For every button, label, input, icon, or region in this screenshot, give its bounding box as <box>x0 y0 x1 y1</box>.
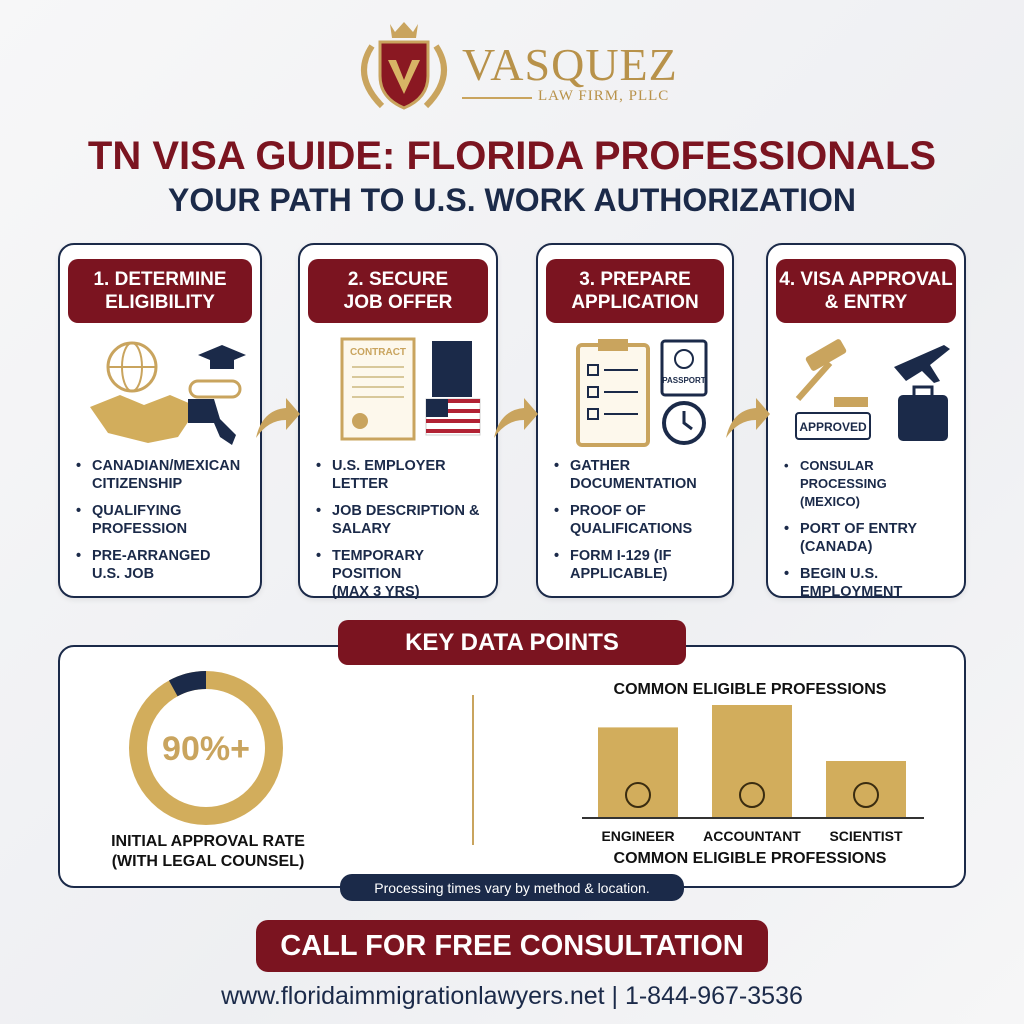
passport-label: PASSPORT <box>662 376 706 385</box>
arrow-right-icon <box>722 392 772 442</box>
approved-stamp-text: APPROVED <box>799 420 867 434</box>
chart-title: COMMON ELIGIBLE PROFESSIONS <box>613 681 887 698</box>
bullet-item: • JOB DESCRIPTION & SALARY <box>316 502 490 538</box>
bullet-item: • FORM I-129 (IF APPLICABLE) <box>554 547 726 583</box>
bullet-item: • QUALIFYING PROFESSION <box>76 502 254 538</box>
bullet-item: • U.S. EMPLOYER LETTER <box>316 457 490 493</box>
arrow-right-icon <box>490 392 540 442</box>
bullet-item: • PORT OF ENTRY (CANADA) <box>784 520 958 556</box>
page-title: TN VISA GUIDE: FLORIDA PROFESSIONALS <box>87 134 937 178</box>
brand-subtitle: LAW FIRM, PLLC <box>538 88 670 104</box>
tick-label: SCIENTIST <box>829 828 903 844</box>
checklist-passport-clock-icon <box>548 337 726 449</box>
contract-label: CONTRACT <box>349 347 407 358</box>
bullet-item: • PRE-ARRANGED U.S. JOB <box>76 547 254 583</box>
step-card-job-offer <box>298 243 498 598</box>
handshake-globe-graduation-icon <box>70 337 254 449</box>
divider <box>472 695 474 845</box>
step-card-approval <box>766 243 966 598</box>
bullet-item: • PROOF OF QUALIFICATIONS <box>554 502 726 538</box>
tick-label: ENGINEER <box>601 828 675 844</box>
step-title: 3. PREPARE APPLICATION <box>546 259 724 323</box>
brand-name: VASQUEZ <box>462 39 678 90</box>
contact-info-link[interactable]: www.floridaimmigrationlawyers.net | 1-844-967-3536 <box>221 982 803 1010</box>
bar-accountant <box>712 705 792 817</box>
step-title: 2. SECURE JOB OFFER <box>308 259 488 323</box>
bar-engineer <box>598 727 678 817</box>
step-card-application <box>536 243 734 598</box>
firm-logo-emblem <box>352 16 456 112</box>
key-data-header: KEY DATA POINTS <box>338 620 686 665</box>
donut-caption: INITIAL APPROVAL RATE (WITH LEGAL COUNSEL) <box>111 833 305 870</box>
arrow-right-icon <box>252 392 302 442</box>
step-card-eligibility <box>58 243 262 598</box>
bullet-item: • GATHER DOCUMENTATION <box>554 457 726 493</box>
gavel-plane-luggage-icon <box>778 337 958 449</box>
bullet-item: • TEMPORARY POSITION (MAX 3 YRS) <box>316 547 490 601</box>
professions-bar-chart <box>580 700 930 850</box>
footnote: Processing times vary by method & location. <box>340 874 684 901</box>
bar-scientist <box>826 761 906 817</box>
chart-xlabel: COMMON ELIGIBLE PROFESSIONS <box>613 850 887 867</box>
contract-building-flag-icon <box>310 337 490 449</box>
donut-value-label: 90%+ <box>162 730 250 768</box>
bullet-item: • CONSULAR PROCESSING (MEXICO) <box>784 457 958 511</box>
bullet-item: • CANADIAN/MEXICAN CITIZENSHIP <box>76 457 254 493</box>
step-title: 4. VISA APPROVAL & ENTRY <box>776 259 956 323</box>
divider <box>462 97 532 99</box>
tick-label: ACCOUNTANT <box>703 828 801 844</box>
free-consultation-button[interactable]: CALL FOR FREE CONSULTATION <box>256 920 768 972</box>
approval-rate-donut <box>126 668 286 828</box>
bullet-item: • BEGIN U.S. EMPLOYMENT <box>784 565 958 601</box>
page-subtitle: YOUR PATH TO U.S. WORK AUTHORIZATION <box>168 182 856 218</box>
step-title: 1. DETERMINE ELIGIBILITY <box>68 259 252 323</box>
